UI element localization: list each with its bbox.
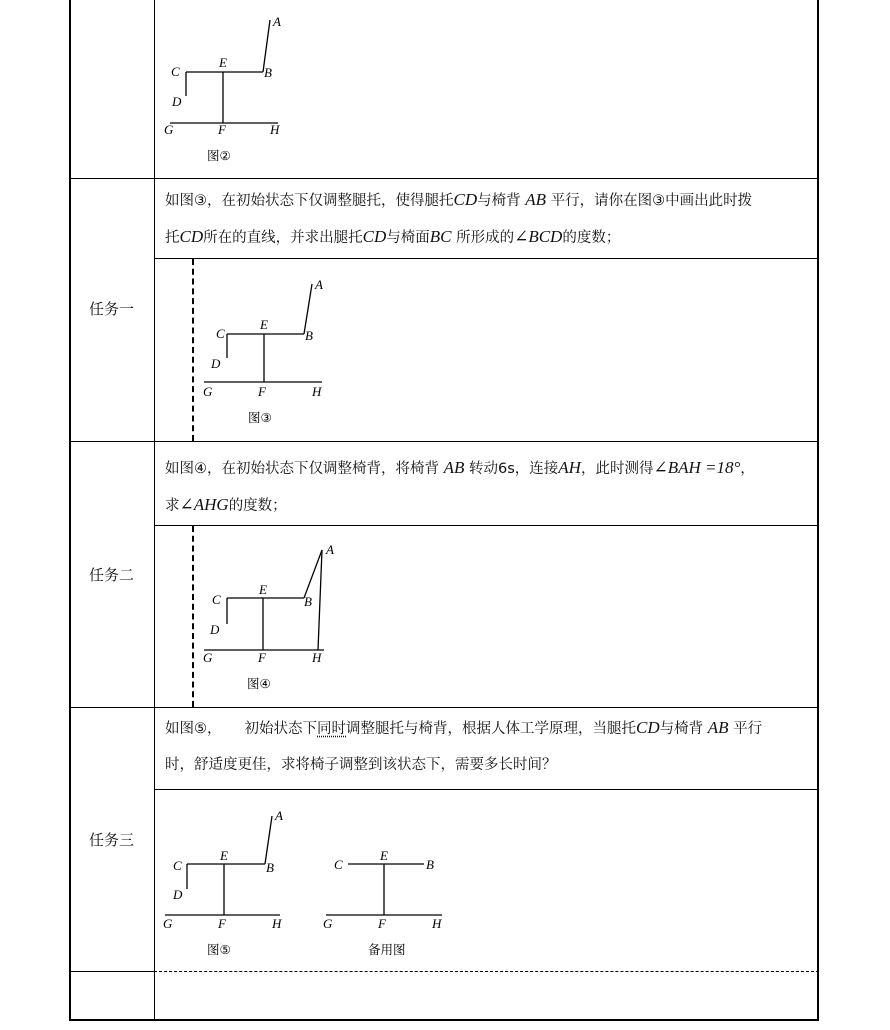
point-label: E [260,317,268,332]
row-divider [69,971,154,972]
dashed-divider [154,971,819,972]
point-label: B [264,65,272,80]
task1-label: 任务一 [88,300,134,318]
point-label: C [171,64,180,79]
task3-text: 如图⑤， 初始状态下同时调整腿托与椅背，根据人体工学原理，当腿托CD与椅背 AB 平行 时，舒适度更佳，求将椅子调整到该状态下，需要多长时间？ [165,718,763,773]
point-label: D [211,356,221,371]
figure-caption: 图⑤ [207,942,231,957]
point-label: D [172,94,182,109]
figure-2 [160,10,300,170]
row-divider [69,178,819,179]
point-label: C [334,857,343,872]
point-label: G [164,122,174,137]
point-label: F [258,384,266,399]
dashed-margin [192,526,194,707]
point-label: H [272,916,282,931]
backup-figure [320,806,460,966]
point-label: F [258,650,266,665]
point-label: G [323,916,333,931]
task2-label: 任务二 [88,566,134,584]
point-label: B [426,857,434,872]
point-label: E [259,582,267,597]
inner-divider [154,789,819,790]
task3-label: 任务三 [88,831,134,849]
point-label: B [266,860,274,875]
task2-text: 如图④，在初始状态下仅调整椅背，将椅背 AB 转动6s，连接AH，此时测得∠BAH =18°， 求∠AHG的度数； [165,458,755,514]
point-label: H [270,122,280,137]
point-label: C [216,326,225,341]
point-label: A [315,277,323,292]
figure-caption: 图③ [248,410,272,425]
point-label: D [173,887,183,902]
point-label: B [304,594,312,609]
point-label: A [275,808,283,823]
task1-text: 如图③，在初始状态下仅调整腿托，使得腿托CD与椅背 AB 平行，请你在图③中画出此时拨 托CD所在的直线，并求出腿托CD与椅面BC 所形成的∠BCD的度数； [165,190,753,246]
point-label: B [305,328,313,343]
row-divider [69,441,819,442]
point-label: E [380,848,388,863]
point-label: F [218,916,226,931]
point-label: H [432,916,442,931]
point-label: G [203,384,213,399]
point-label: H [312,650,322,665]
figure-caption: 图② [207,148,231,163]
point-label: G [163,916,173,931]
inner-divider [154,258,819,259]
figure-4 [200,540,350,700]
column-divider [154,0,155,1021]
figure-5 [160,806,300,966]
point-label: D [210,622,220,637]
point-label: F [218,122,226,137]
point-label: F [378,916,386,931]
inner-divider [154,525,819,526]
dashed-margin [192,259,194,441]
emphasis-dots: 同时 [317,721,347,737]
row-divider [69,707,819,708]
point-label: E [220,848,228,863]
figure-3 [200,274,340,434]
point-label: G [203,650,213,665]
point-label: C [212,592,221,607]
figure-caption: 备用图 [368,942,406,957]
point-label: A [273,14,281,29]
figure-caption: 图④ [247,676,271,691]
point-label: E [219,55,227,70]
point-label: A [326,542,334,557]
point-label: H [312,384,322,399]
point-label: C [173,858,182,873]
